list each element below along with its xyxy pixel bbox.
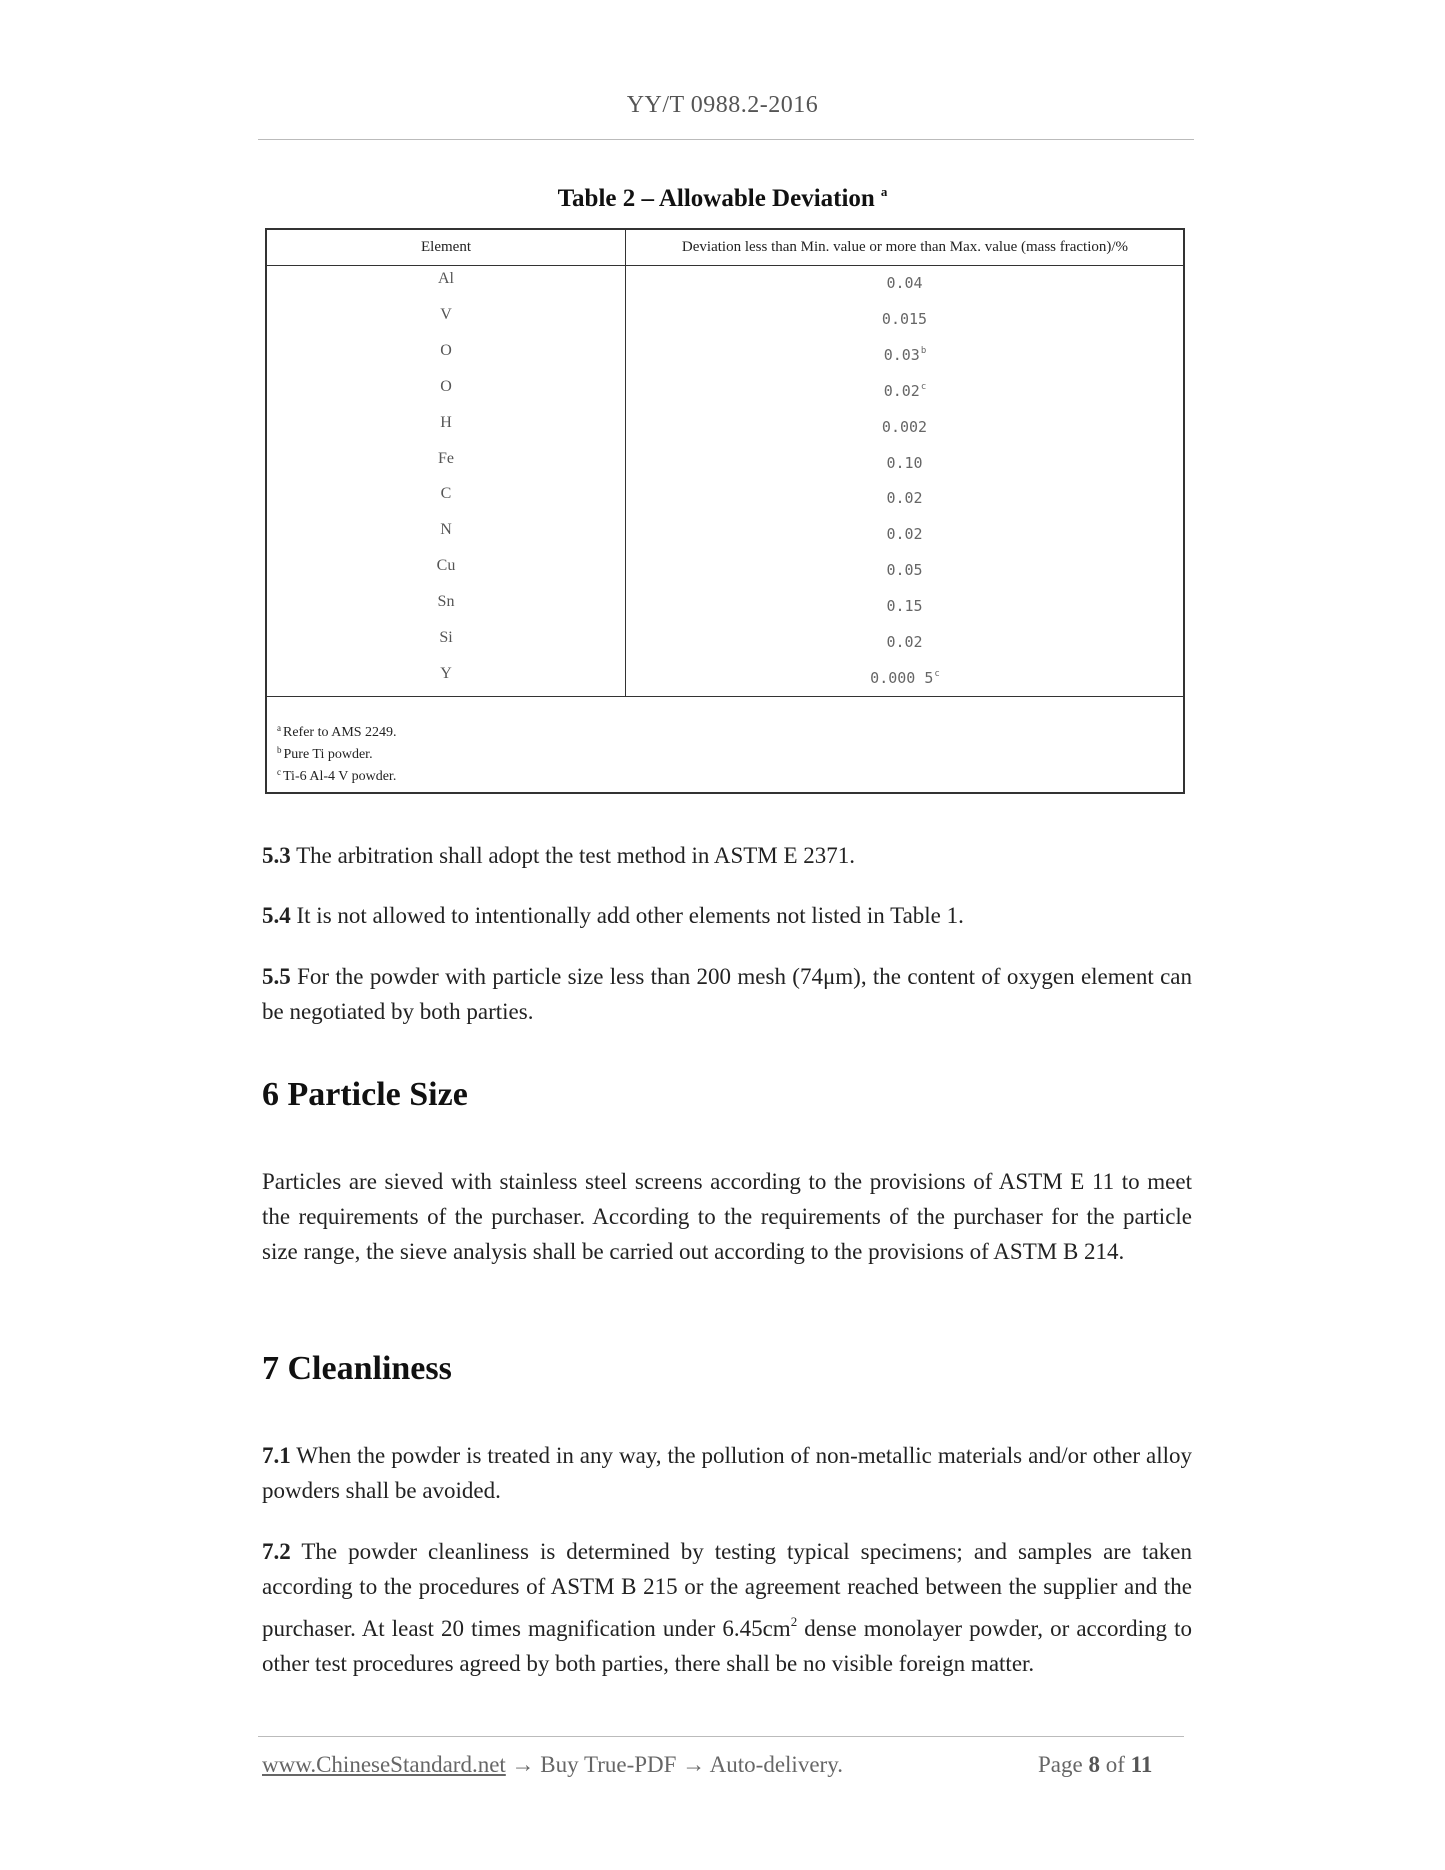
deviation-cell <box>627 374 1183 410</box>
clause-text: For the powder with particle size less than 200 mesh (74μm), the content of oxygen element can be negotiated by both parties. <box>262 964 1192 1024</box>
footnote-mark: a <box>277 723 281 733</box>
deviation-cell <box>627 266 1183 302</box>
deviation-value: 0.03 <box>883 345 920 364</box>
deviation-value: 0.000 5 <box>870 668 934 687</box>
table-row <box>267 302 1183 338</box>
document-code-header: YY/T 0988.2-2016 <box>626 92 819 118</box>
auto-delivery-text: Auto-delivery. <box>709 1752 843 1777</box>
deviation-cell <box>627 553 1183 589</box>
table-row <box>267 410 1183 446</box>
deviation-note: c <box>934 668 940 679</box>
deviation-value: 0.04 <box>886 274 923 292</box>
deviation-note: c <box>920 381 927 392</box>
element-cell: O <box>440 377 452 395</box>
clause-text: The powder cleanliness is determined by testing typical specimens; and samples are taken according to the procedures of ASTM B 215 or the agreement reached between the supplier and the purchaser. At least 20 times magnification under 6.45cm <box>262 1539 1192 1641</box>
arrow-icon: → <box>511 1752 535 1777</box>
clause-number: 5.3 <box>262 843 291 868</box>
section-7-heading: 7 Cleanliness <box>262 1350 452 1387</box>
page-word: Page <box>1038 1752 1083 1777</box>
table-row <box>267 338 1183 374</box>
deviation-value: 0.10 <box>886 453 923 472</box>
table-caption-text: Table 2 – Allowable Deviation <box>557 185 875 212</box>
footnote-a <box>277 717 1183 739</box>
clause-superscript: 2 <box>790 1614 798 1629</box>
deviation-cell <box>627 446 1183 482</box>
deviation-cell <box>627 517 1183 553</box>
table-footnotes <box>267 696 1183 792</box>
clause-text: The arbitration shall adopt the test method in ASTM E 2371. <box>296 843 856 868</box>
page-total: 11 <box>1130 1752 1153 1777</box>
arrow-icon: → <box>682 1752 706 1777</box>
table-row <box>267 374 1183 410</box>
deviation-value: 0.02 <box>886 489 923 508</box>
element-cell: H <box>440 413 452 431</box>
table-row <box>267 661 1183 697</box>
element-cell: Sn <box>437 593 455 611</box>
table-row <box>267 625 1183 661</box>
section-6-body: Particles are sieved with stainless steel screens according to the provisions of ASTM E 11 to meet the requirements of the purchaser. According to the requirements of the purchaser for the particle size range, the sieve analysis shall be carried out according to the provisions of ASTM B 214. <box>262 1169 1192 1264</box>
deviation-note: b <box>920 345 927 356</box>
deviation-cell <box>627 589 1183 625</box>
deviation-cell <box>627 338 1183 374</box>
column-header-deviation: Deviation less than Min. value or more than Max. value (mass fraction)/% <box>681 239 1129 255</box>
table-caption <box>0 184 1445 213</box>
clause-number: 7.2 <box>262 1539 291 1564</box>
footnote-mark: c <box>277 767 281 777</box>
table-header-row <box>267 230 1183 266</box>
deviation-cell <box>627 302 1183 338</box>
clause-text-cont: dense monolayer powder, or according to other test procedures agreed by both parties, there shall be no visible foreign matter. <box>262 1616 1192 1676</box>
table-row <box>267 266 1183 302</box>
element-cell: N <box>440 521 452 539</box>
table-row <box>267 589 1183 625</box>
element-cell: O <box>440 341 452 359</box>
element-cell: Al <box>438 270 454 287</box>
clause-5-3 <box>262 838 1192 873</box>
column-header-element: Element <box>421 239 471 255</box>
deviation-value: 0.015 <box>881 309 928 328</box>
element-cell: C <box>440 485 452 503</box>
footnote-c <box>277 761 1183 783</box>
deviation-cell <box>627 481 1183 517</box>
element-cell: Y <box>440 664 452 682</box>
deviation-value: 0.15 <box>886 597 923 616</box>
footnote-text: Ti-6 Al-4 V powder. <box>283 769 397 784</box>
allowable-deviation-table <box>265 228 1185 794</box>
clause-number: 5.4 <box>262 903 291 928</box>
deviation-cell <box>627 661 1183 697</box>
clause-7-2 <box>262 1534 1192 1681</box>
buy-pdf-text: Buy True-PDF <box>540 1752 677 1777</box>
deviation-cell <box>627 625 1183 661</box>
clause-7-1 <box>262 1438 1192 1508</box>
table-row <box>267 446 1183 482</box>
element-cell: Fe <box>438 449 454 467</box>
clause-text: It is not allowed to intentionally add other elements not listed in Table 1. <box>296 903 964 928</box>
footer-divider <box>258 1736 1184 1737</box>
page-indicator <box>1038 1752 1152 1778</box>
element-cell: Si <box>439 629 453 646</box>
table-caption-note: a <box>880 184 888 199</box>
footnote-text: Refer to AMS 2249. <box>283 725 397 740</box>
deviation-value: 0.002 <box>881 417 928 436</box>
of-word: of <box>1105 1752 1125 1777</box>
website-link[interactable]: www.ChineseStandard.net <box>262 1752 506 1777</box>
element-cell: Cu <box>436 557 456 575</box>
deviation-value: 0.05 <box>886 561 923 580</box>
deviation-cell <box>627 410 1183 446</box>
footnote-mark: b <box>277 745 282 755</box>
table-row <box>267 481 1183 517</box>
page-number: 8 <box>1088 1752 1100 1777</box>
footnote-b <box>277 739 1183 761</box>
table-row <box>267 553 1183 589</box>
footnote-text: Pure Ti powder. <box>283 747 373 762</box>
clause-number: 7.1 <box>262 1443 291 1468</box>
clause-5-5 <box>262 959 1192 1029</box>
footer-promo <box>262 1752 843 1778</box>
element-cell: V <box>440 305 452 323</box>
table-row <box>267 517 1183 553</box>
clause-number: 5.5 <box>262 964 291 989</box>
deviation-value: 0.02 <box>886 525 923 544</box>
deviation-value: 0.02 <box>883 381 920 400</box>
clause-text: When the powder is treated in any way, the pollution of non-metallic materials and/or other alloy powders shall be avoided. <box>262 1443 1192 1503</box>
section-6-heading: 6 Particle Size <box>262 1076 468 1113</box>
deviation-value: 0.02 <box>886 633 923 651</box>
clause-5-4 <box>262 898 1192 933</box>
header-divider <box>258 139 1194 140</box>
